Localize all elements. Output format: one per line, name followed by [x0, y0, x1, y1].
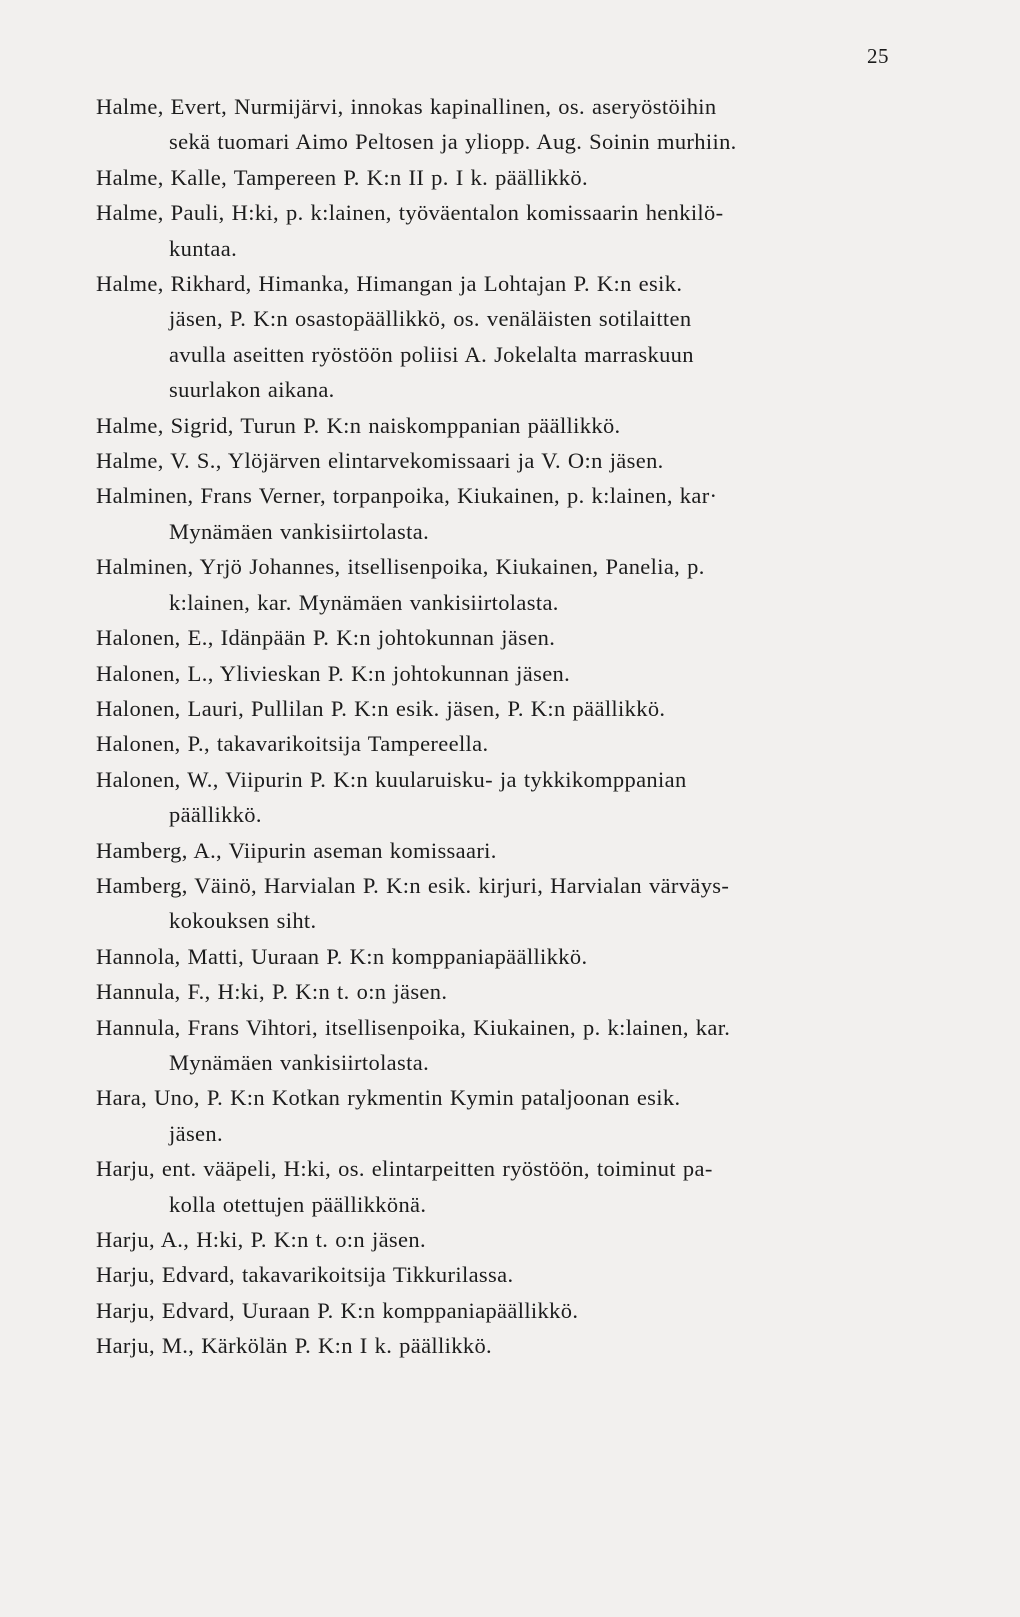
entry-first-line: Halonen, E., Idänpään P. K:n johtokunnan jäsen. [96, 625, 556, 651]
entry-first-line: Halme, Sigrid, Turun P. K:n naiskomppanian päällikkö. [96, 412, 621, 438]
entry-first-line: Hara, Uno, P. K:n Kotkan rykmentin Kymin pataljoonan esik. [96, 1085, 681, 1111]
entry-first-line: Halme, Pauli, H:ki, p. k:lainen, työväentalon komissaarin henkilö- [96, 200, 724, 226]
entry-first-line: Halme, Rikhard, Himanka, Himangan ja Lohtajan P. K:n esik. [96, 271, 683, 297]
entry-continuation-line: kuntaa. [169, 235, 238, 261]
page-number: 25 [867, 44, 889, 68]
register-entry [96, 549, 891, 620]
register-entry [96, 868, 891, 939]
register-entry [96, 833, 891, 868]
entry-continuation-line: k:lainen, kar. Mynämäen vankisiirtolasta. [169, 589, 559, 615]
entry-first-line: Hannula, F., H:ki, P. K:n t. o:n jäsen. [96, 979, 448, 1005]
entry-continuation-line: avulla aseitten ryöstöön poliisi A. Jokelalta marraskuun [169, 341, 694, 367]
register-entry [96, 691, 891, 726]
entry-first-line: Harju, Edvard, Uuraan P. K:n komppaniapäällikkö. [96, 1297, 579, 1323]
register-entry [96, 266, 891, 408]
entry-continuation-line: päällikkö. [169, 802, 262, 828]
entry-continuation-line: sekä tuomari Aimo Peltosen ja yliopp. Aug. Soinin murhiin. [169, 129, 737, 155]
register-entry [96, 1151, 891, 1222]
register-entry [96, 1222, 891, 1257]
entry-first-line: Halonen, Lauri, Pullilan P. K:n esik. jäsen, P. K:n päällikkö. [96, 695, 666, 721]
register-entry [96, 195, 891, 266]
entry-first-line: Halminen, Yrjö Johannes, itsellisenpoika, Kiukainen, Panelia, p. [96, 554, 705, 580]
entry-continuation-line: kolla otettujen päällikkönä. [169, 1191, 427, 1217]
entry-first-line: Harju, Edvard, takavarikoitsija Tikkurilassa. [96, 1262, 514, 1288]
entry-first-line: Harju, ent. vääpeli, H:ki, os. elintarpeitten ryöstöön, toiminut pa- [96, 1156, 713, 1182]
register-entry [96, 408, 891, 443]
entry-first-line: Hannula, Frans Vihtori, itsellisenpoika, Kiukainen, p. k:lainen, kar. [96, 1014, 731, 1040]
entry-first-line: Halonen, P., takavarikoitsija Tampereella. [96, 731, 489, 757]
entry-continuation-line: Mynämäen vankisiirtolasta. [169, 1049, 430, 1075]
entry-continuation-line: jäsen, P. K:n osastopäällikkö, os. venäläisten sotilaitten [169, 306, 692, 332]
entry-first-line: Harju, M., Kärkölän P. K:n I k. päällikkö. [96, 1333, 493, 1359]
register-entry [96, 1257, 891, 1292]
entry-continuation-line: Mynämäen vankisiirtolasta. [169, 518, 430, 544]
register-entry [96, 443, 891, 478]
entry-first-line: Halme, Evert, Nurmijärvi, innokas kapinallinen, os. aseryöstöihin [96, 94, 717, 119]
register-entry [96, 656, 891, 691]
entry-first-line: Hannola, Matti, Uuraan P. K:n komppaniapäällikkö. [96, 943, 588, 969]
entry-first-line: Hamberg, A., Viipurin aseman komissaari. [96, 837, 497, 863]
register-entry [96, 620, 891, 655]
entry-first-line: Hamberg, Väinö, Harvialan P. K:n esik. kirjuri, Harvialan värväys- [96, 872, 730, 898]
entry-continuation-line: suurlakon aikana. [169, 377, 335, 403]
register-entry [96, 160, 891, 195]
entry-first-line: Halme, V. S., Ylöjärven elintarvekomissaari ja V. O:n jäsen. [96, 448, 664, 474]
entry-first-line: Halonen, L., Ylivieskan P. K:n johtokunnan jäsen. [96, 660, 571, 686]
register-entry [96, 726, 891, 761]
register-entry [96, 89, 891, 160]
register-entry [96, 1293, 891, 1328]
entry-continuation-line: kokouksen siht. [169, 908, 317, 934]
entry-list [96, 89, 891, 1364]
entry-first-line: Harju, A., H:ki, P. K:n t. o:n jäsen. [96, 1227, 426, 1252]
entry-first-line: Halme, Kalle, Tampereen P. K:n II p. I k. päällikkö. [96, 164, 588, 190]
entry-first-line: Halonen, W., Viipurin P. K:n kuularuisku- ja tykkikomppanian [96, 766, 687, 792]
register-entry [96, 1010, 891, 1081]
register-entry [96, 974, 891, 1009]
entry-continuation-line: jäsen. [169, 1120, 223, 1146]
register-entry [96, 478, 891, 549]
register-entry [96, 939, 891, 974]
register-entry [96, 1328, 891, 1363]
register-entry [96, 1080, 891, 1151]
register-entry [96, 762, 891, 833]
entry-first-line: Halminen, Frans Verner, torpanpoika, Kiukainen, p. k:lainen, kar· [96, 483, 718, 509]
